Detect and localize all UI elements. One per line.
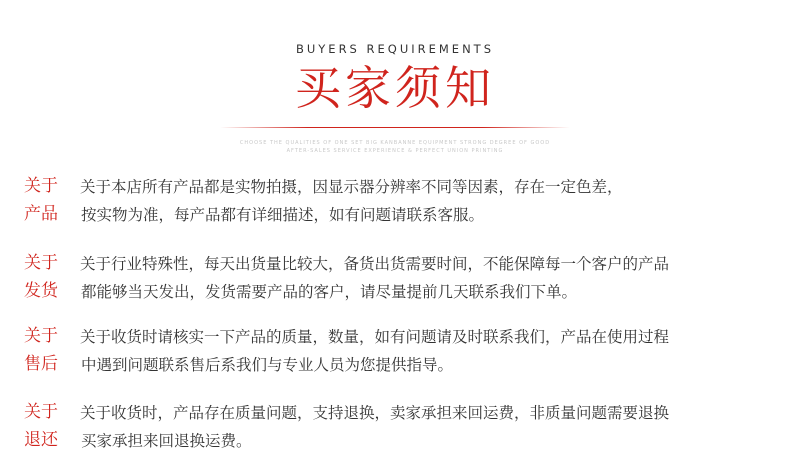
section-label-line-2: 发货 [24, 281, 58, 301]
section-content [80, 323, 770, 379]
section-label-line-1: 关于 [24, 402, 58, 422]
section-label [24, 322, 64, 378]
section-content [80, 173, 770, 229]
fine-text-line-1: CHOOSE THE QUALITIES OF ONE SET BIG KANBANNE EQUIPMENT STRONG DEGREE OF GOOD [239, 140, 551, 146]
section-content [80, 250, 770, 306]
section-text-line-1: 关于收货时，产品存在质量问题，支持退换，卖家承担来回运费，非质量问题需要退换 [80, 404, 670, 422]
section-text-line-1: 关于本店所有产品都是实物拍摄，因显示器分辨率不同等因素，存在一定色差， [80, 178, 623, 196]
section-text-line-2: 都能够当天发出，发货需要产品的客户，请尽量提前几天联系我们下单。 [81, 283, 578, 301]
section-shipping [0, 249, 790, 309]
section-label [24, 249, 64, 305]
section-label-line-1: 关于 [24, 253, 58, 273]
section-text-line-2: 买家承担来回退换运费。 [81, 432, 252, 450]
section-text-line-2: 中遇到问题联系售后系我们与专业人员为您提供指导。 [81, 356, 454, 374]
page-title: 买家须知 [295, 61, 495, 115]
section-label-line-2: 售后 [24, 354, 58, 374]
section-label [24, 398, 64, 454]
section-label-line-1: 关于 [24, 176, 58, 196]
section-product [0, 172, 790, 232]
fine-text-line-2: AFTER-SALES SERVICE EXPERIENCE & PERFECT UNION PRINTING [286, 148, 504, 154]
section-text-line-2: 按实物为准，每产品都有详细描述，如有问题请联系客服。 [81, 206, 485, 224]
section-label-line-2: 退还 [24, 430, 58, 450]
title-divider [220, 127, 570, 128]
section-text-line-1: 关于行业特殊性，每天出货量比较大，备货出货需要时间，不能保障每一个客户的产品 [80, 255, 670, 273]
section-text-line-1: 关于收货时请核实一下产品的质量，数量，如有问题请及时联系我们，产品在使用过程 [80, 328, 670, 346]
header-subtitle: BUYERS REQUIREMENTS [295, 42, 495, 56]
section-label-line-1: 关于 [24, 326, 58, 346]
section-label [24, 172, 64, 228]
section-after-sales [0, 322, 790, 382]
section-label-line-2: 产品 [24, 204, 58, 224]
section-content [80, 399, 770, 455]
section-returns [0, 398, 790, 458]
